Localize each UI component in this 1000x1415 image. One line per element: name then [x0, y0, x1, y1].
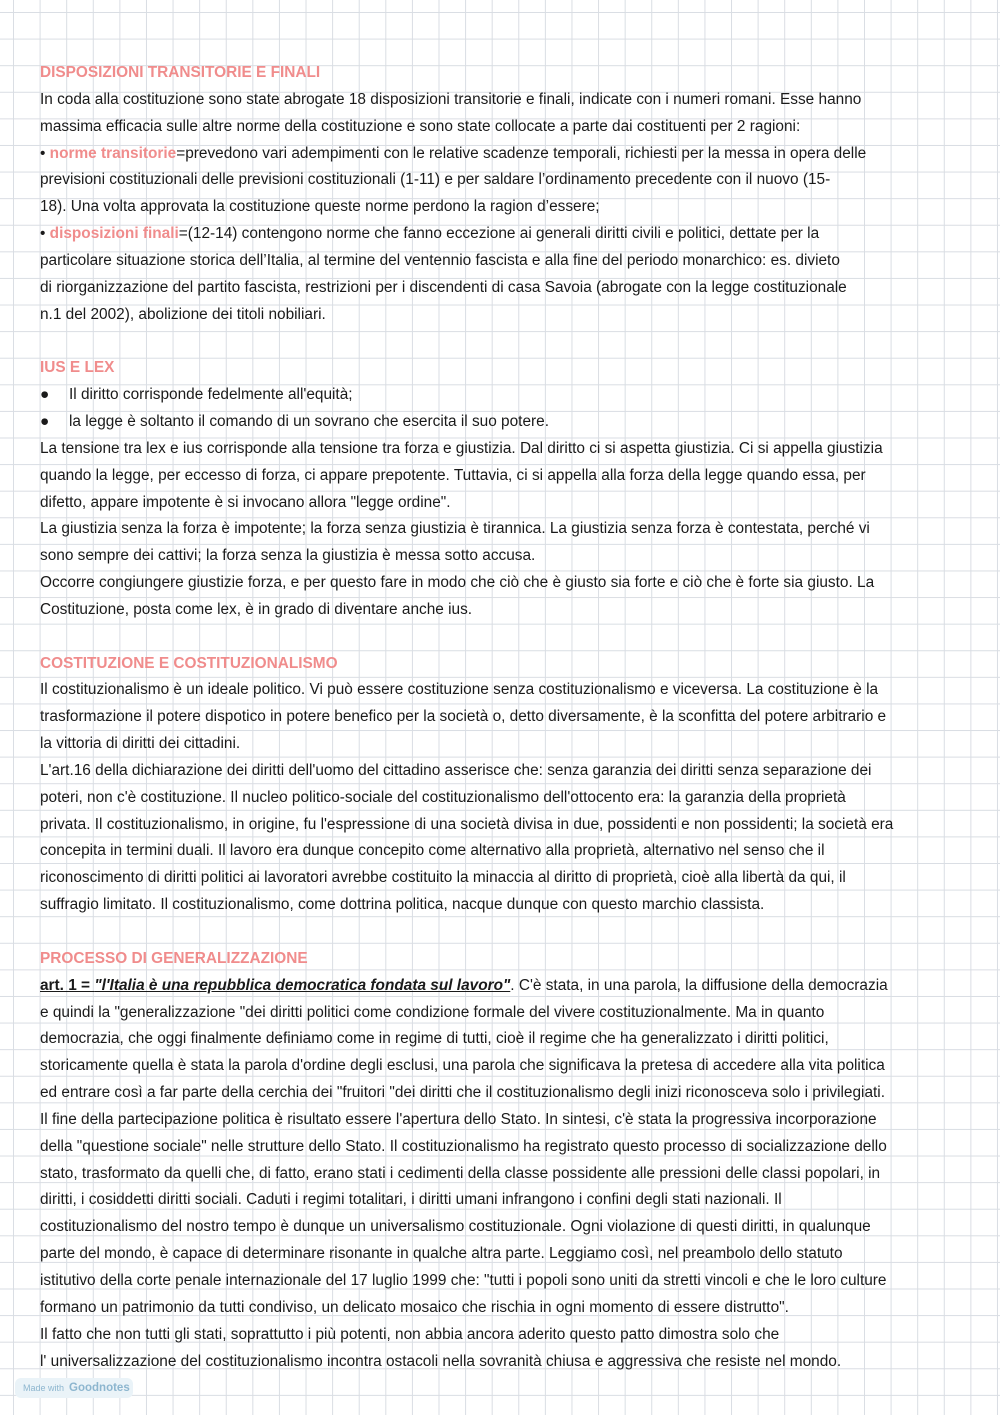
paragraph-line: riconoscimento di diritti politici ai lavoratori avrebbe costituito la minaccia al diritto di proprietà, cioè alla libertà da qui, il: [40, 869, 846, 887]
bullet-glyph: ●: [40, 412, 50, 430]
highlight-term: disposizioni finali: [49, 225, 179, 243]
list-item: [40, 382, 960, 409]
section-heading-disposizioni: DISPOSIZIONI TRANSITORIE E FINALI: [40, 64, 321, 81]
section-heading-ius-e-lex: IUS E LEX: [40, 359, 115, 377]
paragraph-line: diritti, i cosiddetti diritti sociali. Caduti i regimi totalitari, i diritti umani infrangono i confini degli stati nazionali. Il: [40, 1191, 782, 1209]
paragraph-line: stato, trasformato da quelli che, di fatto, erano stati i cedimenti della classe possidente alle pressioni delle classi popolari, in: [40, 1164, 881, 1182]
paragraph-line: democrazia, che oggi finalmente definiamo come in regime di tutti, cioè il regime che ha generalizzato i diritti politici,: [40, 1030, 829, 1048]
paragraph-line: l' universalizzazione del costituzionalismo incontra ostacoli nella sovranità chiusa e aggressiva che resiste nel mondo.: [40, 1352, 842, 1370]
paragraph-line: Occorre congiungere giustizie forza, e per questo fare in modo che ciò che è giusto sia forte e ciò che è forte sia giusto. La: [40, 574, 875, 592]
list-item-text: Il diritto corrisponde fedelmente all'equità;: [69, 386, 353, 404]
bullet-glyph: •: [40, 225, 46, 243]
bullet-glyph: •: [40, 144, 46, 162]
paragraph-line: poteri, non c'è costituzione. Il nucleo politico-sociale del costituzionalismo dell'ottocento era: la garanzia della proprietà: [40, 788, 846, 806]
paragraph-line: trasformazione il potere dispotico in potere benefico per la società o, detto diversamente, è la sconfitta del potere arbitrario e: [40, 708, 887, 726]
spacer: [40, 328, 960, 355]
paragraph-line: istitutivo della corte penale internazionale del 17 luglio 1999 che: "tutti i popoli sono uniti da stretti vincoli e che le loro culture: [40, 1271, 887, 1289]
spacer: [40, 919, 960, 946]
section-heading-generalizzazione: PROCESSO DI GENERALIZZAZIONE: [40, 949, 308, 967]
paragraph-line: della "questione sociale" nelle strutture dello Stato. Il costituzionalismo ha registrato questo processo di socializzazione dello: [40, 1137, 887, 1155]
paragraph-line: formano un patrimonio da tutti condiviso, un delicato mosaico che rischia in ogni momento di essere distrutto".: [40, 1298, 789, 1316]
paragraph-line: difetto, appare impotente è si invocano allora "legge ordine".: [40, 493, 451, 511]
spacer: [40, 624, 960, 651]
paragraph-line: particolare situazione storica dell’Italia, al termine del ventennio fascista e alla fine del periodo monarchico: es. divieto: [40, 251, 840, 269]
list-item: [40, 409, 960, 436]
paragraph-line: ed entrare così a far parte della cerchia dei "fruitori "dei diritti che il costituzionalismo degli inizi riconosceva solo i privilegiati.: [40, 1084, 885, 1102]
article-quote: "l'Italia è una repubblica democratica fondata sul lavoro": [94, 976, 511, 994]
paragraph-line: In coda alla costituzione sono state abrogate 18 disposizioni transitorie e finali, indicate con i numeri romani. Esse hanno: [40, 90, 862, 108]
bullet-glyph: ●: [40, 386, 50, 404]
paragraph-line: parte del mondo, è capace di determinare risonante in qualche altra parte. Leggiamo così, nel preambolo dello statuto: [40, 1245, 843, 1263]
paragraph-line: concepita in termini duali. Il lavoro era dunque concepito come alternativo alla proprietà, alternativo nel senso che il: [40, 842, 825, 860]
paragraph-line: Costituzione, posta come lex, è in grado di diventare anche ius.: [40, 600, 473, 618]
highlight-term: norme transitorie: [49, 144, 177, 162]
paragraph-line: massima efficacia sulle altre norme della costituzione e sono state collocate a parte dai costituenti per 2 ragioni:: [40, 117, 801, 135]
article-reference: [40, 977, 510, 994]
article-line: [40, 973, 960, 1000]
paragraph-line: storicamente quella è stata la parola d'ordine degli esclusi, una parola che significava la pretesa di accedere alla vita politica: [40, 1057, 885, 1075]
paragraph-line: Il fine della partecipazione politica è risultato essere l'apertura dello Stato. In sintesi, c'è stata la progressiva incorporazione: [40, 1110, 877, 1128]
paragraph-line: suffragio limitato. Il costituzionalismo, come dottrina politica, nacque dunque con questo marchio classista.: [40, 896, 765, 914]
list-item-text: la legge è soltanto il comando di un sovrano che esercita il suo potere.: [69, 412, 549, 430]
paragraph-text: . C'è stata, in una parola, la diffusione della democrazia: [510, 976, 888, 994]
bullet-disposizioni-finali: [40, 221, 960, 248]
paragraph-line: previsioni costituzionali delle previsioni costituzionali (1-11) e per saldare l’ordinamento precedente con il nuovo (15-: [40, 171, 831, 189]
badge-brand: Goodnotes: [69, 1382, 130, 1394]
paragraph-line: La giustizia senza la forza è impotente; la forza senza giustizia è tirannica. La giustizia senza forza è contestata, perché vi: [40, 520, 870, 538]
paragraph-line: 18). Una volta approvata la costituzione queste norme perdono la ragion d’essere;: [40, 198, 600, 216]
note-page: [40, 60, 960, 1375]
paragraph-line: L'art.16 della dichiarazione dei diritti dell'uomo del cittadino asserisce che: senza garanzia dei diritti senza separazione dei: [40, 761, 872, 779]
paragraph-line: e quindi la "generalizzazione "dei diritti politici come condizione formale del vivere costituzionalmente. Ma in quanto: [40, 1003, 825, 1021]
paragraph-line: costituzionalismo del nostro tempo è dunque un universalismo costituzionale. Ogni violazione di questi diritti, in qualunque: [40, 1218, 871, 1236]
paragraph-line: privata. Il costituzionalismo, in origine, fu l'espressione di una società divisa in due, possidenti e non possidenti; la società era: [40, 815, 894, 833]
section-heading-costituzionalismo: COSTITUZIONE E COSTITUZIONALISMO: [40, 654, 338, 672]
paragraph-line: di riorganizzazione del partito fascista, restrizioni per i discendenti di casa Savoia (abrogate con la legge costituzionale: [40, 278, 847, 296]
goodnotes-badge: [15, 1378, 133, 1398]
bullet-norme-transitorie: [40, 141, 960, 168]
paragraph-line: quando la legge, per eccesso di forza, ci appare prepotente. Tuttavia, ci si appella alla forza della legge quando essa, per: [40, 466, 866, 484]
badge-made-with: Made with: [23, 1383, 65, 1393]
bullet-text: =(12-14) contengono norme che fanno eccezione ai generali diritti civili e politici, dettate per la: [178, 225, 820, 243]
paragraph-line: sono sempre dei cattivi; la forza senza la giustizia è messa sotto accusa.: [40, 547, 536, 565]
paragraph-line: Il fatto che non tutti gli stati, soprattutto i più potenti, non abbia ancora aderito questo patto dimostra solo che: [40, 1325, 780, 1343]
bullet-text: =prevedono vari adempimenti con le relative scadenze temporali, richiesti per la messa in opera delle: [176, 144, 867, 162]
paragraph-line: la vittoria di diritti dei cittadini.: [40, 735, 241, 753]
paragraph-line: Il costituzionalismo è un ideale politico. Vi può essere costituzione senza costituzionalismo e viceversa. La costituzione è la: [40, 681, 879, 699]
paragraph-line: La tensione tra lex e ius corrisponde alla tensione tra forza e giustizia. Dal diritto ci si aspetta giustizia. Ci si appella giustizia: [40, 439, 883, 457]
paragraph-line: n.1 del 2002), abolizione dei titoli nobiliari.: [40, 305, 326, 323]
article-prefix: art. 1 =: [40, 976, 95, 994]
